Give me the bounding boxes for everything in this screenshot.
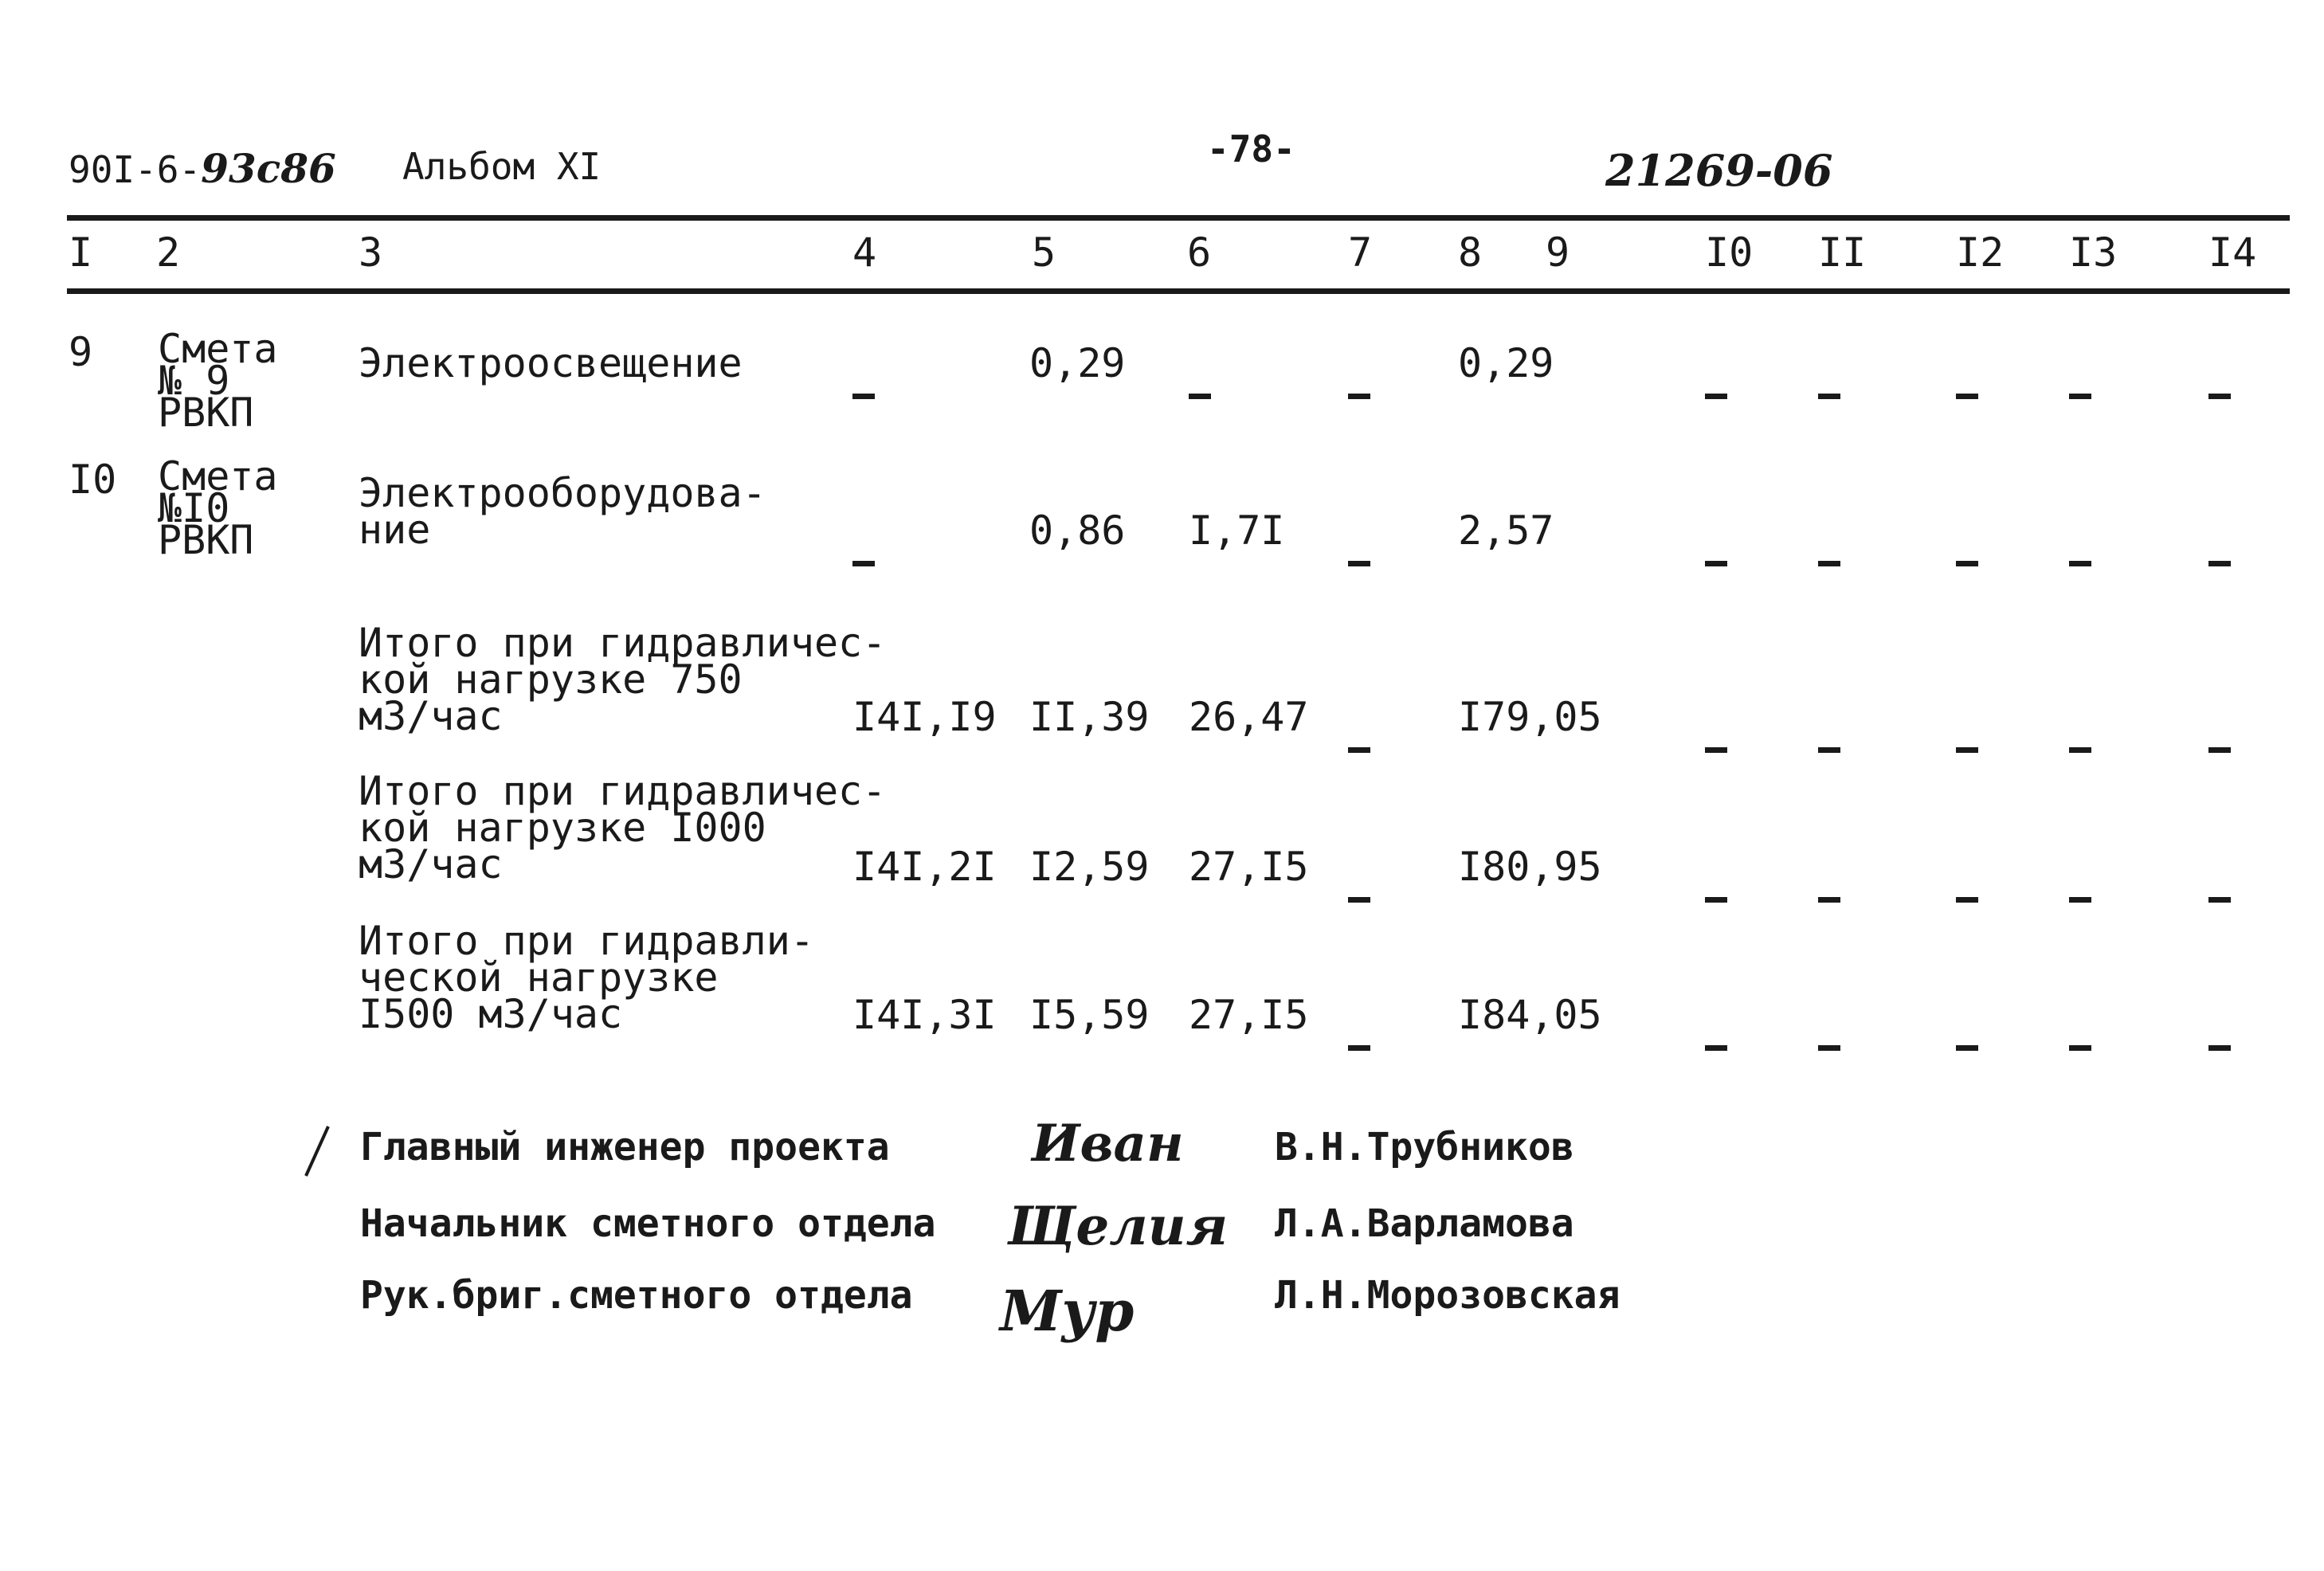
dash-mark [2208, 1018, 2231, 1056]
dash-mark [1818, 870, 1840, 908]
cell-col6: 27,I5 [1189, 844, 1309, 890]
cell-col6: 26,47 [1189, 694, 1309, 740]
column-header: 4 [852, 229, 877, 276]
header-top-rule [67, 215, 2290, 221]
dash-mark [2069, 366, 2091, 405]
handwritten-signature: Иван [1032, 1114, 1184, 1173]
dash-mark [1705, 720, 1727, 758]
cell-col5: I2,59 [1029, 844, 1150, 890]
handwritten-signature: Мур [1000, 1278, 1135, 1344]
dash-mark [1189, 366, 1211, 405]
signatory-name: Л.Н.Морозовская [1275, 1273, 1621, 1318]
cell-col8: 2,57 [1458, 507, 1554, 554]
dash-mark [852, 534, 875, 572]
column-header: I3 [2069, 229, 2118, 276]
signature-role: Главный инженер проекта [360, 1125, 890, 1169]
dash-mark [2208, 534, 2231, 572]
signatory-name: В.Н.Трубников [1275, 1125, 1574, 1169]
column-header: II [1818, 229, 1867, 276]
dash-mark [2069, 720, 2091, 758]
dash-mark [1348, 534, 1370, 572]
cell-col4: I4I,3I [852, 992, 997, 1038]
column-header: 5 [1032, 229, 1056, 276]
dash-mark [1705, 1018, 1727, 1056]
item-name: Электроосвещение [359, 340, 743, 386]
column-header: I [69, 229, 93, 276]
dash-mark [1705, 534, 1727, 572]
dash-mark [1956, 1018, 1978, 1056]
slash-mark [301, 1123, 333, 1179]
cell-col8: I80,95 [1458, 844, 1602, 890]
cell-col6: I,7I [1189, 507, 1285, 554]
dash-mark [2208, 870, 2231, 908]
estimate-ref: Смета № 9 РВКП [158, 326, 278, 436]
signatory-name: Л.А.Варламова [1275, 1201, 1574, 1246]
dash-mark [1348, 870, 1370, 908]
cell-col5: 0,29 [1029, 340, 1126, 386]
cell-col8: 0,29 [1458, 340, 1554, 386]
cell-col5: II,39 [1029, 694, 1150, 740]
doc-code-handwritten: 93с86 [201, 145, 336, 192]
dash-mark [852, 366, 875, 405]
column-header: I2 [1956, 229, 2005, 276]
album-label: Альбом XI [402, 145, 602, 188]
dash-mark [1348, 1018, 1370, 1056]
dash-mark [1348, 366, 1370, 405]
cell-col8: I79,05 [1458, 694, 1602, 740]
column-header: 3 [359, 229, 383, 276]
dash-mark [2208, 366, 2231, 405]
dash-mark [1818, 534, 1840, 572]
column-header: I4 [2208, 229, 2257, 276]
item-name: Итого при гидравли- ческой нагрузке I500 м3/час [359, 918, 814, 1037]
dash-mark [1705, 366, 1727, 405]
signature-role: Рук.бриг.сметного отдела [360, 1273, 913, 1318]
cell-col5: 0,86 [1029, 507, 1126, 554]
dash-mark [1956, 870, 1978, 908]
dash-mark [2069, 870, 2091, 908]
cell-col4: I4I,2I [852, 844, 997, 890]
column-header: I0 [1705, 229, 1754, 276]
signature-role: Начальник сметного отдела [360, 1201, 936, 1246]
column-header: 2 [156, 229, 181, 276]
cell-col5: I5,59 [1029, 992, 1150, 1038]
dash-mark [1705, 870, 1727, 908]
handwritten-signature: Щелия [1008, 1195, 1229, 1257]
row-number: I0 [69, 456, 117, 503]
dash-mark [1818, 1018, 1840, 1056]
column-header: 9 [1546, 229, 1570, 276]
item-name: Итого при гидравличес- кой нагрузке I000 м3/час [359, 768, 887, 887]
page-number: -78- [1207, 127, 1295, 170]
column-header: 8 [1458, 229, 1483, 276]
column-header: 7 [1348, 229, 1373, 276]
dash-mark [1818, 720, 1840, 758]
dash-mark [1818, 366, 1840, 405]
cell-col4: I4I,I9 [852, 694, 997, 740]
cell-col6: 27,I5 [1189, 992, 1309, 1038]
item-name: Электрооборудова- ние [359, 470, 766, 553]
cell-col8: I84,05 [1458, 992, 1602, 1038]
dash-mark [1956, 720, 1978, 758]
doc-code-printed: 90I-6- [69, 148, 202, 191]
column-header: 6 [1187, 229, 1212, 276]
dash-mark [2069, 1018, 2091, 1056]
dash-mark [1956, 534, 1978, 572]
estimate-ref: Смета №I0 РВКП [158, 453, 278, 563]
item-name: Итого при гидравличес- кой нагрузке 750 м3/час [359, 620, 887, 739]
dash-mark [2208, 720, 2231, 758]
dash-mark [2069, 534, 2091, 572]
dash-mark [1956, 366, 1978, 405]
dash-mark [1348, 720, 1370, 758]
handwritten-stamp: 21269-06 [1605, 145, 1833, 196]
row-number: 9 [69, 329, 93, 375]
doc-code [69, 145, 336, 192]
header-bottom-rule [67, 288, 2290, 294]
